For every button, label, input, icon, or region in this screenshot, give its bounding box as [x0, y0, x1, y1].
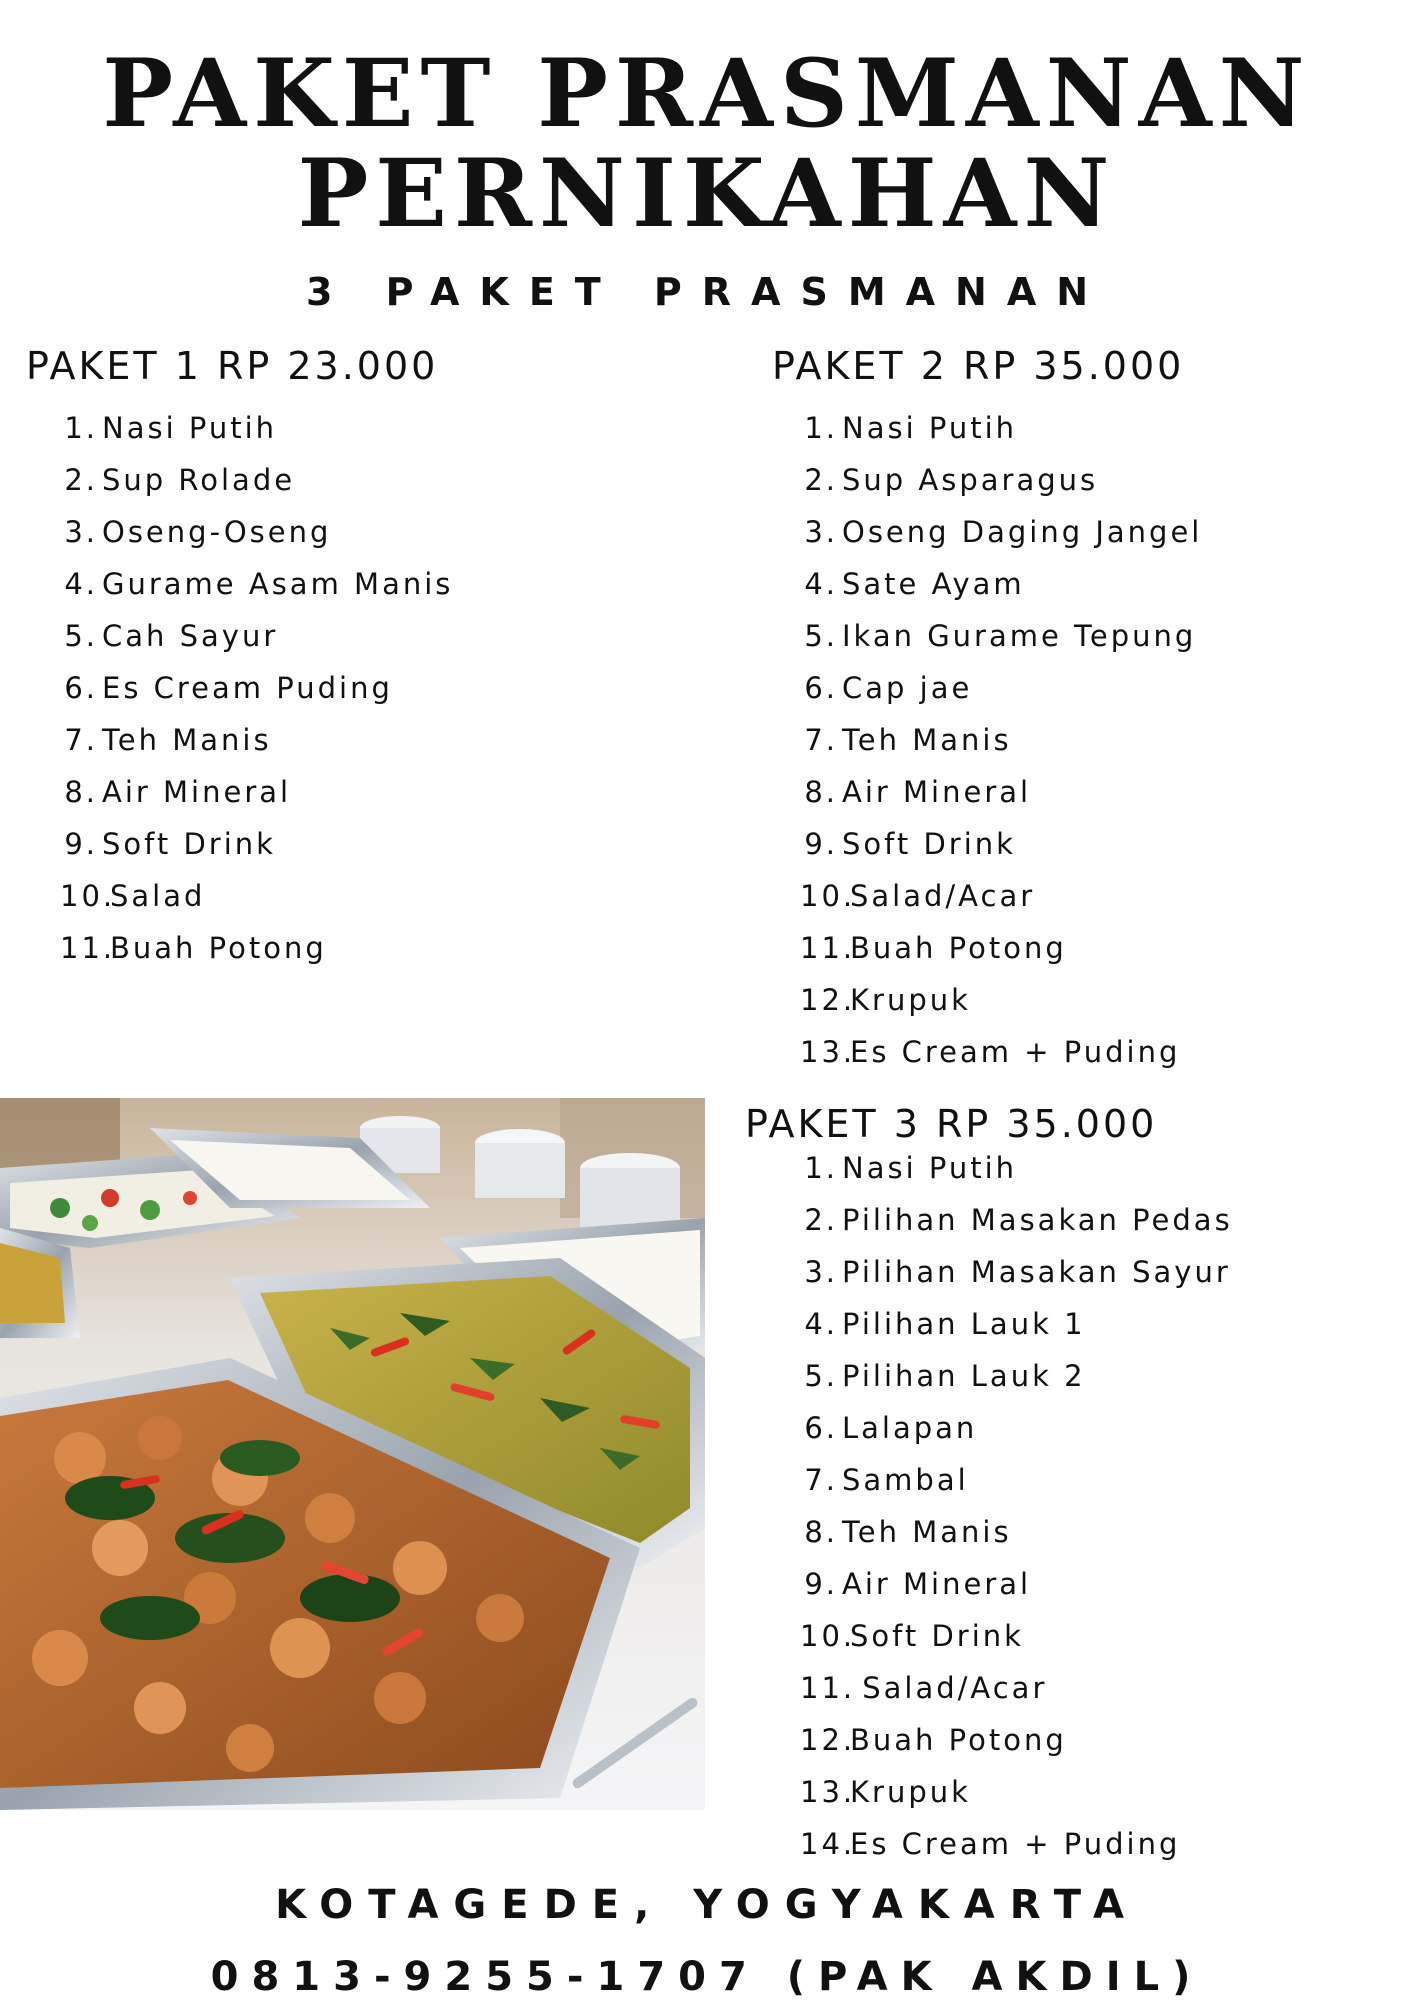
item-name: Krupuk	[850, 983, 971, 1017]
list-item	[800, 1298, 1233, 1350]
item-name: Cap jae	[842, 671, 973, 705]
item-name: Pilihan Masakan Sayur	[842, 1255, 1231, 1289]
item-name: Salad/Acar	[850, 879, 1036, 913]
list-item	[800, 558, 1202, 610]
list-item	[800, 974, 1202, 1026]
list-item	[800, 1026, 1202, 1078]
item-number: 5.	[804, 1359, 838, 1393]
list-item	[800, 1402, 1233, 1454]
list-item	[800, 402, 1202, 454]
item-number: 7.	[64, 723, 98, 757]
item-number: 1.	[804, 411, 838, 445]
list-item	[60, 818, 453, 870]
item-number: 9.	[64, 827, 98, 861]
item-name: Es Cream + Puding	[850, 1035, 1181, 1069]
package-2-heading: PAKET 2 RP 35.000	[772, 344, 1185, 388]
item-number: 1.	[804, 1151, 838, 1185]
list-item	[800, 870, 1202, 922]
item-number: 11.	[800, 931, 856, 965]
item-name: Air Mineral	[102, 775, 292, 809]
item-name: Buah Potong	[850, 1723, 1067, 1757]
item-number: 10.	[800, 1619, 856, 1653]
list-item	[800, 1662, 1233, 1714]
list-item	[60, 454, 453, 506]
item-number: 10.	[60, 879, 116, 913]
item-name: Soft Drink	[842, 827, 1016, 861]
item-number: 3.	[804, 515, 838, 549]
list-item	[60, 558, 453, 610]
item-name: Nasi Putih	[102, 411, 278, 445]
list-item	[800, 714, 1202, 766]
item-number: 5.	[64, 619, 98, 653]
item-number: 8.	[804, 775, 838, 809]
item-number: 4.	[804, 1307, 838, 1341]
list-item	[800, 818, 1202, 870]
list-item	[800, 1350, 1233, 1402]
buffet-food-photo	[0, 1098, 705, 1810]
list-item	[60, 402, 453, 454]
item-number: 3.	[64, 515, 98, 549]
item-name: Sup Asparagus	[842, 463, 1099, 497]
item-number: 11.	[60, 931, 116, 965]
list-item	[800, 766, 1202, 818]
item-number: 4.	[804, 567, 838, 601]
item-name: Teh Manis	[842, 723, 1012, 757]
list-item	[60, 870, 453, 922]
item-number: 13.	[800, 1035, 856, 1069]
item-name: Gurame Asam Manis	[102, 567, 454, 601]
list-item	[60, 506, 453, 558]
list-item	[60, 714, 453, 766]
item-name: Pilihan Lauk 1	[842, 1307, 1086, 1341]
item-number: 3.	[804, 1255, 838, 1289]
item-number: 8.	[804, 1515, 838, 1549]
footer-location: KOTAGEDE, YOGYAKARTA	[275, 1882, 1139, 1928]
item-name: Salad/Acar	[850, 1671, 1048, 1705]
item-number: 14.	[800, 1827, 856, 1861]
item-number: 8.	[64, 775, 98, 809]
list-item	[800, 1194, 1233, 1246]
item-number: 7.	[804, 1463, 838, 1497]
item-name: Sambal	[842, 1463, 969, 1497]
list-item	[800, 1246, 1233, 1298]
item-number: 6.	[804, 671, 838, 705]
list-item	[800, 454, 1202, 506]
item-name: Air Mineral	[842, 775, 1032, 809]
item-name: Salad	[110, 879, 206, 913]
page-title-line-2: PERNIKAHAN	[297, 139, 1117, 249]
item-name: Soft Drink	[102, 827, 276, 861]
item-number: 7.	[804, 723, 838, 757]
subtitle: 3 PAKET PRASMANAN	[305, 270, 1109, 314]
list-item	[800, 1766, 1233, 1818]
item-number: 2.	[804, 1203, 838, 1237]
list-item	[800, 1506, 1233, 1558]
item-name: Es Cream Puding	[102, 671, 393, 705]
item-name: Ikan Gurame Tepung	[842, 619, 1197, 653]
item-number: 10.	[800, 879, 856, 913]
list-item	[800, 1714, 1233, 1766]
list-item	[60, 922, 453, 974]
item-name: Air Mineral	[842, 1567, 1032, 1601]
item-name: Sate Ayam	[842, 567, 1025, 601]
item-number: 9.	[804, 1567, 838, 1601]
item-number: 2.	[804, 463, 838, 497]
item-number: 13.	[800, 1775, 856, 1809]
list-item	[800, 1818, 1233, 1870]
item-name: Pilihan Lauk 2	[842, 1359, 1086, 1393]
package-3-menu-list	[800, 1142, 1233, 1870]
list-item	[800, 506, 1202, 558]
footer-contact: 0813-9255-1707 (PAK AKDIL)	[210, 1954, 1204, 2000]
list-item	[60, 766, 453, 818]
item-number: 9.	[804, 827, 838, 861]
item-name: Oseng-Oseng	[102, 515, 332, 549]
item-name: Oseng Daging Jangel	[842, 515, 1203, 549]
item-number: 6.	[64, 671, 98, 705]
item-name: Teh Manis	[102, 723, 272, 757]
list-item	[60, 662, 453, 714]
item-name: Buah Potong	[110, 931, 327, 965]
page-title-line-1: PAKET PRASMANAN	[102, 39, 1312, 149]
buffet-food-illustration	[0, 1098, 705, 1810]
item-number: 6.	[804, 1411, 838, 1445]
list-item	[800, 610, 1202, 662]
list-item	[800, 1454, 1233, 1506]
item-name: Lalapan	[842, 1411, 978, 1445]
package-3-heading: PAKET 3 RP 35.000	[745, 1102, 1158, 1146]
item-number: 5.	[804, 619, 838, 653]
item-name: Pilihan Masakan Pedas	[842, 1203, 1233, 1237]
item-name: Sup Rolade	[102, 463, 296, 497]
package-1-menu-list	[60, 402, 453, 974]
item-number: 4.	[64, 567, 98, 601]
item-name: Nasi Putih	[842, 411, 1018, 445]
item-number: 11.	[800, 1671, 856, 1705]
item-number: 1.	[64, 411, 98, 445]
list-item	[800, 662, 1202, 714]
package-2-menu-list	[800, 402, 1202, 1078]
package-1-heading: PAKET 1 RP 23.000	[26, 344, 439, 388]
item-name: Teh Manis	[842, 1515, 1012, 1549]
item-number: 2.	[64, 463, 98, 497]
list-item	[800, 922, 1202, 974]
list-item	[800, 1142, 1233, 1194]
item-name: Buah Potong	[850, 931, 1067, 965]
item-name: Cah Sayur	[102, 619, 279, 653]
list-item	[60, 610, 453, 662]
item-name: Nasi Putih	[842, 1151, 1018, 1185]
item-name: Es Cream + Puding	[850, 1827, 1181, 1861]
item-number: 12.	[800, 983, 856, 1017]
list-item	[800, 1558, 1233, 1610]
item-number: 12.	[800, 1723, 856, 1757]
item-name: Krupuk	[850, 1775, 971, 1809]
list-item	[800, 1610, 1233, 1662]
item-name: Soft Drink	[850, 1619, 1024, 1653]
